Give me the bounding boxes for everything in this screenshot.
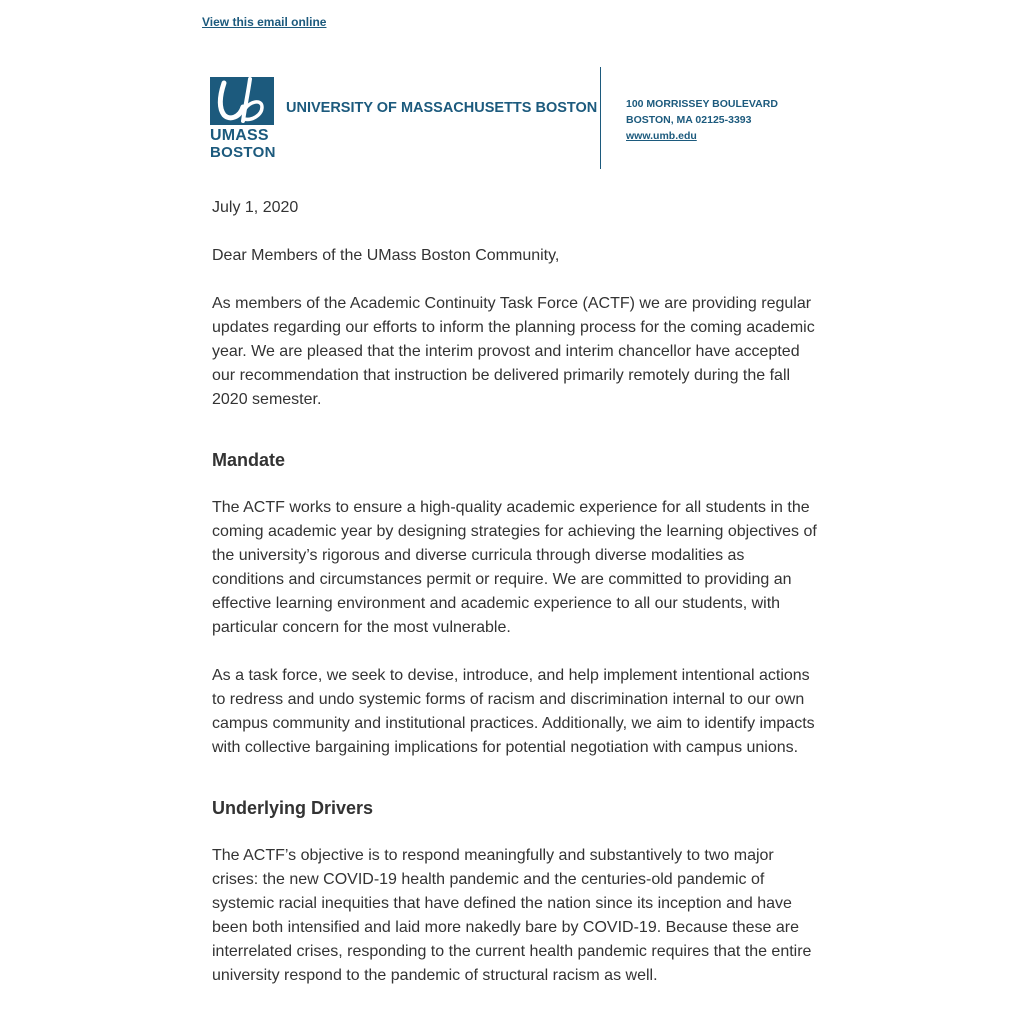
mandate-paragraph-2: As a task force, we seek to devise, introduce, and help implement intentional actions to redress and undo systemic forms of racism and discrimination internal to our own campus community and institutional practices. Additionally, we aim to identify impacts with collective bargaining implications for potential negotiation with campus unions. bbox=[212, 667, 815, 756]
website-link[interactable]: www.umb.edu bbox=[626, 130, 697, 142]
letter-greeting: Dear Members of the UMass Boston Community, bbox=[212, 247, 560, 264]
logo-text-boston: BOSTON bbox=[210, 144, 276, 161]
view-online-link[interactable]: View this email online bbox=[202, 15, 327, 29]
drivers-heading: Underlying Drivers bbox=[212, 798, 374, 818]
umass-boston-logo[interactable] bbox=[210, 77, 276, 161]
intro-paragraph: As members of the Academic Continuity Task Force (ACTF) we are providing regular updates regarding our efforts to inform the planning process for the coming academic year. We are pleased that the interim provost and interim chancellor have accepted our recommendation that instruction be delivered primarily remotely during the fall 2020 semester. bbox=[212, 295, 815, 408]
email-header bbox=[210, 66, 810, 170]
logo-text-umass: UMASS bbox=[210, 127, 269, 144]
address-block bbox=[626, 96, 778, 144]
drivers-paragraph-1: The ACTF’s objective is to respond meaningfully and substantively to two major crises: the new COVID-19 health pandemic and the centuries-old pandemic of systemic racial inequities that have defined the nation since its inception and have been both intensified and laid more nakedly bare by COVID-19. Because these are interrelated crises, responding to the current health pandemic requires that the entire university respond to the pandemic of structural racism as well. bbox=[212, 847, 812, 984]
address-street: 100 MORRISSEY BOULEVARD bbox=[626, 98, 778, 110]
email-body bbox=[212, 196, 817, 1012]
logo-mark-icon bbox=[210, 77, 274, 125]
mandate-heading: Mandate bbox=[212, 450, 286, 470]
university-name: UNIVERSITY OF MASSACHUSETTS BOSTON bbox=[286, 100, 598, 116]
letter-date: July 1, 2020 bbox=[212, 199, 299, 216]
address-city: BOSTON, MA 02125-3393 bbox=[626, 114, 752, 126]
header-divider bbox=[600, 67, 601, 169]
mandate-paragraph-1: The ACTF works to ensure a high-quality academic experience for all students in the coming academic year by designing strategies for achieving the learning objectives of the university’s rigorous and diverse curricula through diverse modalities as conditions and circumstances permit or require. We are committed to providing an effective learning environment and academic experience to all our students, with particular concern for the most vulnerable. bbox=[212, 499, 817, 636]
